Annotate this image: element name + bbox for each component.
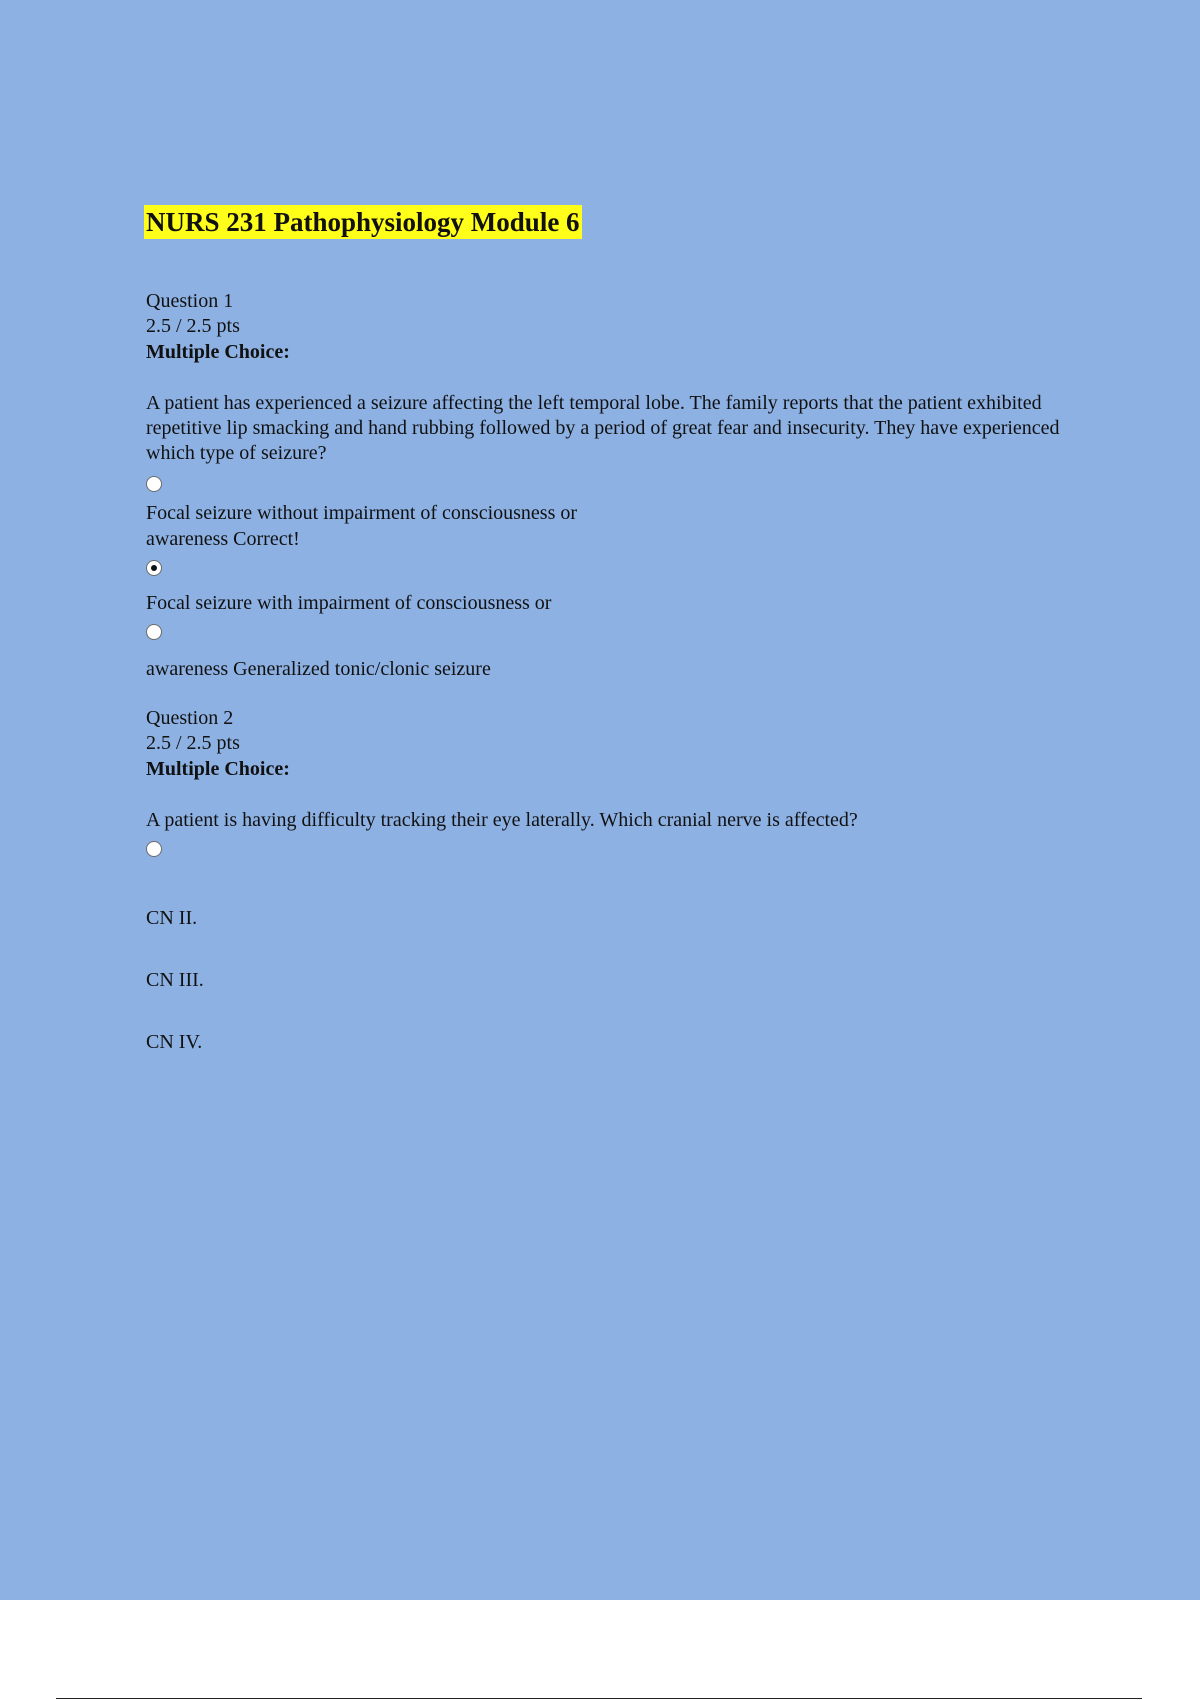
question-type: Multiple Choice: xyxy=(146,341,290,363)
option-radio-1[interactable] xyxy=(146,476,162,492)
option-text-line-3: Focal seizure with impairment of consciousness or xyxy=(146,592,552,614)
question-points: 2.5 / 2.5 pts xyxy=(146,732,240,754)
question-2 xyxy=(146,706,1066,1055)
quiz-content xyxy=(146,205,1066,1055)
question-label: Question 2 xyxy=(146,707,234,729)
option-radio-3[interactable] xyxy=(146,624,162,640)
option-text-line-1: Focal seizure without impairment of consciousness or xyxy=(146,502,578,524)
option-cn-ii: CN II. xyxy=(146,907,198,929)
question-1 xyxy=(146,289,1066,682)
option-text-line-4: awareness Generalized tonic/clonic seizure xyxy=(146,658,491,680)
question-type: Multiple Choice: xyxy=(146,758,290,780)
option-text-line-2: awareness Correct! xyxy=(146,528,300,550)
footer-divider xyxy=(56,1698,1142,1699)
question-text: A patient is having difficulty tracking their eye laterally. Which cranial nerve is affected? xyxy=(146,809,858,831)
option-radio-1[interactable] xyxy=(146,841,162,857)
option-radio-2-selected[interactable] xyxy=(146,560,162,576)
option-cn-iii: CN III. xyxy=(146,969,204,991)
document-title: NURS 231 Pathophysiology Module 6 xyxy=(146,207,580,237)
question-label: Question 1 xyxy=(146,290,234,312)
option-cn-iv: CN IV. xyxy=(146,1031,203,1053)
question-text: A patient has experienced a seizure affecting the left temporal lobe. The family reports that the patient exhibited repetitive lip smacking and hand rubbing followed by a period of great fear and insecurity. They have experienced which type of seizure? xyxy=(146,392,1060,464)
question-points: 2.5 / 2.5 pts xyxy=(146,315,240,337)
